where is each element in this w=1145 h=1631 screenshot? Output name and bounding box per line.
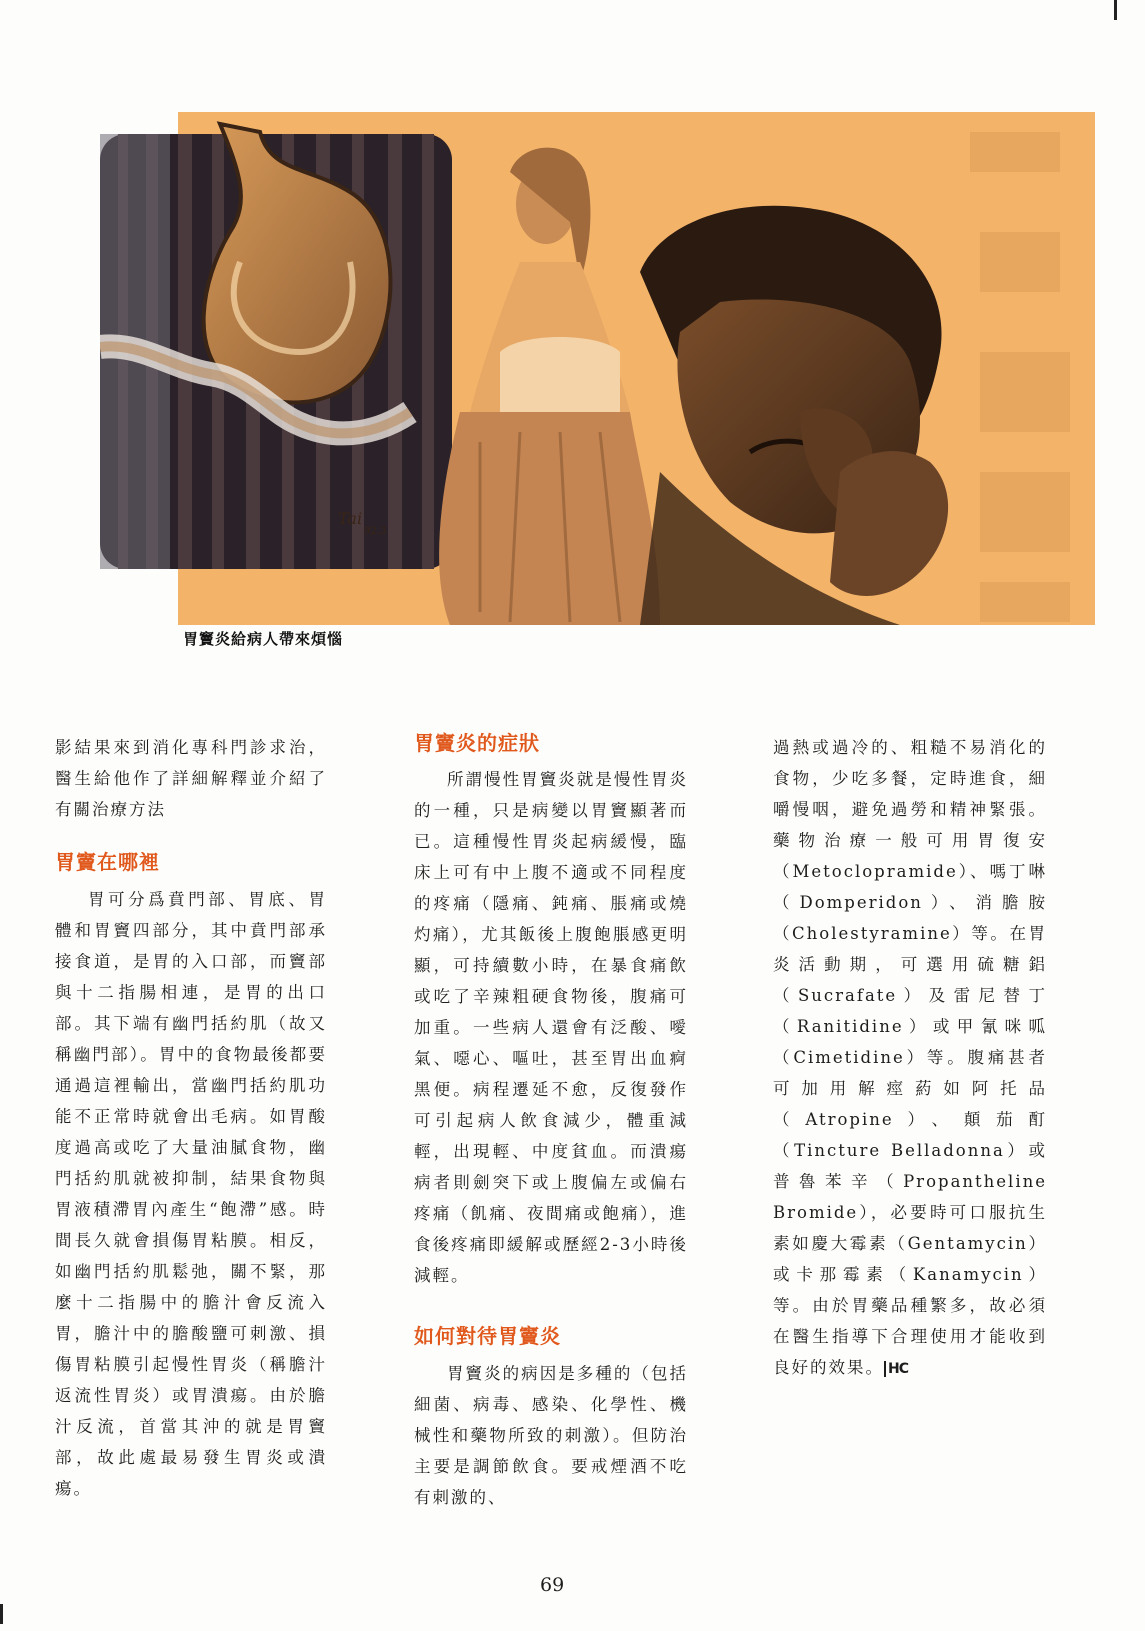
where-paragraph: 胃可分爲賁門部、胃底、胃體和胃竇四部分，其中賁門部承接食道，是胃的入口部，而竇部與十二指腸相連，是胃的出口部。其下端有幽門括約肌（故又稱幽門部）。胃中的食物最後都要通過這裡輸出，當幽門括約肌功能不正常時就會出毛病。如胃酸度過高或吃了大量油膩食物，幽門括約肌就被抑制，結果食物與胃液積滯胃內產生“飽滯”感。時間長久就會損傷胃粘膜。相反，如幽門括約肌鬆弛，關不緊，那麼十二指腸中的膽汁會反流入胃，膽汁中的膽酸鹽可刺激、損傷胃粘膜引起慢性胃炎（稱膽汁返流性胃炎）或胃潰瘍。由於膽汁反流，首當其沖的就是胃竇部，故此處最易發生胃炎或潰瘍。 [55, 890, 327, 1498]
section-heading-where: 胃竇在哪裡 [55, 850, 160, 874]
svg-text:Tai: Tai [338, 509, 363, 528]
illustration-caption: 胃竇炎給病人帶來煩惱 [183, 630, 344, 648]
treatment-continued-text: 過熱或過冷的、粗糙不易消化的食物，少吃多餐，定時進食，細嚼慢咽，避免過勞和精神緊張。藥物治療一般可用胃復安（Metoclopramide）、嗎丁啉（Domperidon）、消膽胺（Cholestyramine）等。在胃炎活動期，可選用硫糖鋁（Sucrafate）及雷尼替丁（Ranitidine）或甲氰咪呱（Cimetidine）等。腹痛甚者可加用解痙葯如阿托品（Atropine）、顛茄酊（Tincture Belladonna）或普魯苯辛（Propantheline Bromide），必要時可口服抗生素如慶大霉素（Gentamycin）或卡那霉素（Kanamycin）等。由於胃藥品種繁多，故必須在醫生指導下合理使用才能收到良好的效果。 [773, 738, 1047, 1377]
section-heading-treatment: 如何對待胃竇炎 [414, 1324, 561, 1348]
svg-text:92.3: 92.3 [364, 526, 387, 537]
end-mark-logo: HC [884, 1361, 908, 1377]
treatment-continued-paragraph [773, 732, 1047, 1383]
article-column-3 [773, 732, 1047, 1383]
stomach-illustration [100, 112, 1095, 625]
crop-mark-top [1114, 0, 1117, 20]
intro-paragraph: 影結果來到消化專科門診求治，醫生給他作了詳細解釋並介紹了有關治療方法 [55, 738, 327, 819]
treatment-paragraph: 胃竇炎的病因是多種的（包括細菌、病毒、感染、化學性、機械性和藥物所致的刺激）。但防治主要是調節飲食。要戒煙酒不吃有刺激的、 [414, 1364, 688, 1507]
crop-mark-bottom [0, 1604, 3, 1624]
article-column-1 [55, 732, 327, 1504]
section-heading-symptoms: 胃竇炎的症狀 [414, 731, 540, 755]
page-number: 69 [540, 1574, 565, 1596]
article-column-2 [414, 728, 688, 1513]
symptoms-paragraph: 所謂慢性胃竇炎就是慢性胃炎的一種，只是病變以胃竇顯著而已。這種慢性胃炎起病緩慢，臨床上可有中上腹不適或不同程度的疼痛（隱痛、鈍痛、脹痛或燒灼痛），尤其飯後上腹飽脹感更明顯，可持續數小時，在暴食痛飲或吃了辛辣粗硬食物後，腹痛可加重。一些病人還會有泛酸、噯氣、噁心、嘔吐，甚至胃出血痾黑便。病程遷延不愈，反復發作可引起病人飲食減少，體重減輕，出現輕、中度貧血。而潰瘍病者則劍突下或上腹偏左或偏右疼痛（飢痛、夜間痛或飽痛），進食後疼痛即緩解或歷經2-3小時後減輕。 [414, 770, 688, 1285]
